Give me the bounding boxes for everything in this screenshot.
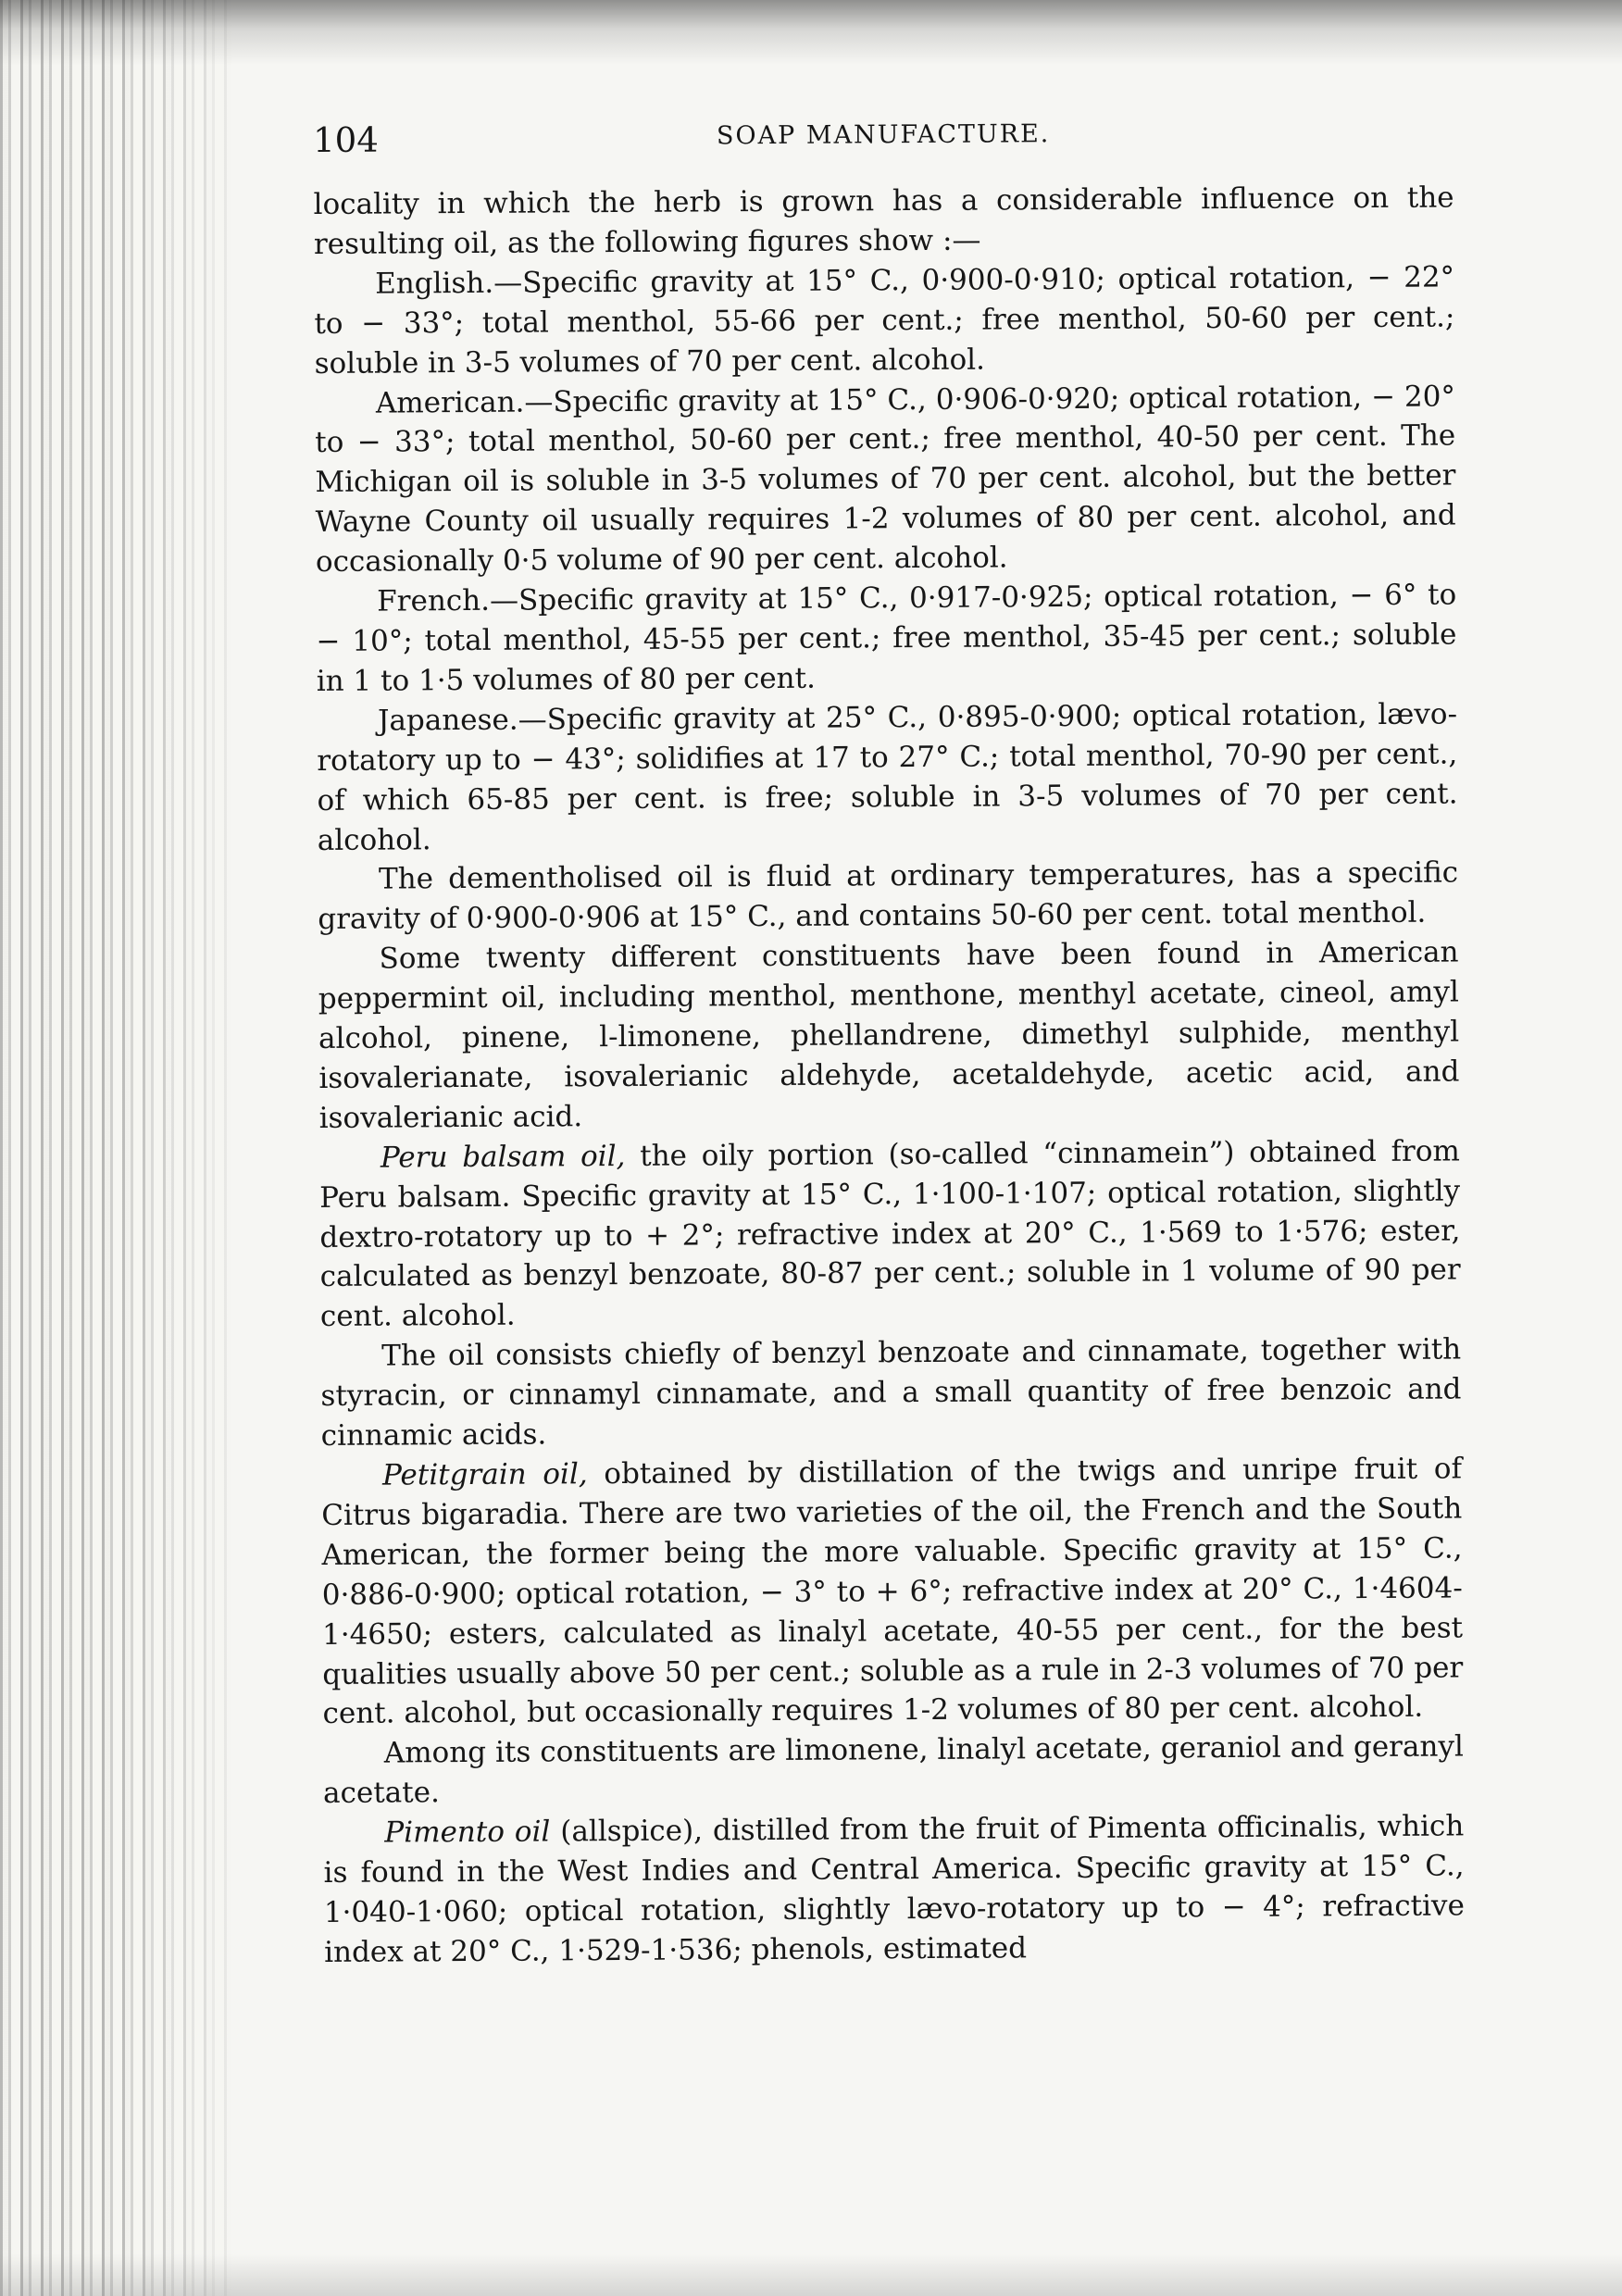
paragraph-text: English.—Specific gravity at 15° C., 0·900-0·910; optical rotation, − 22° to − 33°; total menthol, 55-66 per cent.; free menthol, 50-60 per cent.; soluble in 3-5 volumes of 70 per cent. alcohol. <box>314 260 1455 381</box>
paragraph-text: The oil consists chiefly of benzyl benzoate and cinnamate, together with styracin, or cinnamyl cinnamate, and a small quantity of free benzoic and cinnamic acids. <box>320 1332 1462 1454</box>
paragraph <box>321 1449 1464 1734</box>
paragraph <box>323 1728 1465 1814</box>
paragraph-text: locality in which the herb is grown has a considerable influence on the resulting oil, as the following figures show :— <box>313 181 1454 261</box>
paragraph-text: obtained by distillation of the twigs and unripe fruit of Citrus bigaradia. There are two varieties of the oil, the French and the South American, the former being the more valuable. Specific gravity at 15° C., 0·886-0·900; optical rotation, − 3° to + 6°; refractive index at 20° C., 1·4604-1·4650; esters, calculated as linalyl acetate, 40-55 per cent., for the best qualities usually above 50 per cent.; soluble as a rule in 2-3 volumes of 70 per cent. alcohol, but occasionally requires 1-2 volumes of 80 per cent. alcohol. <box>321 1452 1464 1731</box>
paragraph <box>320 1330 1462 1456</box>
paragraph <box>317 694 1458 860</box>
paragraph <box>314 257 1455 383</box>
binding-shadow <box>111 0 259 2296</box>
paragraph <box>318 933 1459 1139</box>
page-number: 104 <box>313 119 379 160</box>
paragraph <box>313 178 1454 264</box>
page-top-edge <box>0 0 1622 65</box>
paragraph-text: Japanese.—Specific gravity at 25° C., 0·895-0·900; optical rotation, lævo-rotatory up to − 43°; solidifies at 17 to 27° C.; total menthol, 70-90 per cent., of which 65-85 per cent. is free; soluble in 3-5 volumes of 70 per cent. alcohol. <box>317 697 1458 857</box>
paragraph-text: American.—Specific gravity at 15° C., 0·906-0·920; optical rotation, − 20° to − 33°; total menthol, 50-60 per cent.; free menthol, 40-50 per cent. The Michigan oil is soluble in 3-5 volumes of 70 per cent. alcohol, but the better Wayne County oil usually requires 1-2 volumes of 80 per cent. alcohol, and occasionally 0·5 volume of 90 per cent. alcohol. <box>315 379 1456 580</box>
running-title: SOAP MANUFACTURE. <box>716 119 1051 151</box>
running-head <box>313 104 1454 185</box>
paragraph <box>323 1807 1465 1973</box>
body-text <box>313 178 1465 1972</box>
entry-name: Peru balsam oil, <box>380 1139 626 1175</box>
paragraph <box>319 1131 1461 1337</box>
entry-name: Pimento oil <box>384 1815 551 1850</box>
page-bottom-edge <box>0 2254 1622 2296</box>
paragraph <box>315 377 1456 582</box>
paragraph-text: Some twenty different constituents have been found in American peppermint oil, including menthol, menthone, menthyl acetate, cineol, amyl alcohol, pinene, l-limonene, phellandrene, dimethyl sulphide, menthyl isovalerianate, isovalerianic aldehyde, acetaldehyde, acetic acid, and isovalerianic acid. <box>318 935 1460 1135</box>
entry-name: Petitgrain oil, <box>381 1457 588 1492</box>
paragraph-text: the oily portion (so-called “cinnamein”) obtained from Peru balsam. Specific gravity at 15° C., 1·100-1·107; optical rotation, slightly dextro-rotatory up to + 2°; refractive index at 20° C., 1·569 to 1·576; ester, calculated as benzyl benzoate, 80-87 per cent.; soluble in 1 volume of 90 per cent. alcohol. <box>319 1134 1461 1334</box>
paragraph-text: Among its constituents are limonene, linalyl acetate, geraniol and geranyl acetate. <box>322 1729 1464 1811</box>
paragraph <box>318 854 1459 940</box>
paragraph-text: French.—Specific gravity at 15° C., 0·917-0·925; optical rotation, − 6° to − 10°; total menthol, 45-55 per cent.; free menthol, 35-45 per cent.; soluble in 1 to 1·5 volumes of 80 per cent. <box>316 578 1457 698</box>
paragraph-text: The dementholised oil is fluid at ordinary temperatures, has a specific gravity of 0·900-0·906 at 15° C., and contains 50-60 per cent. total menthol. <box>318 855 1459 937</box>
paragraph <box>316 576 1457 702</box>
paragraph-text: (allspice), distilled from the fruit of Pimenta officinalis, which is found in the West Indies and Central America. Specific gravity at 15° C., 1·040-1·060; optical rotation, slightly lævo-rotatory up to − 4°; refractive index at 20° C., 1·529-1·536; phenols, estimated <box>323 1809 1465 1969</box>
book-page <box>313 104 1466 2221</box>
